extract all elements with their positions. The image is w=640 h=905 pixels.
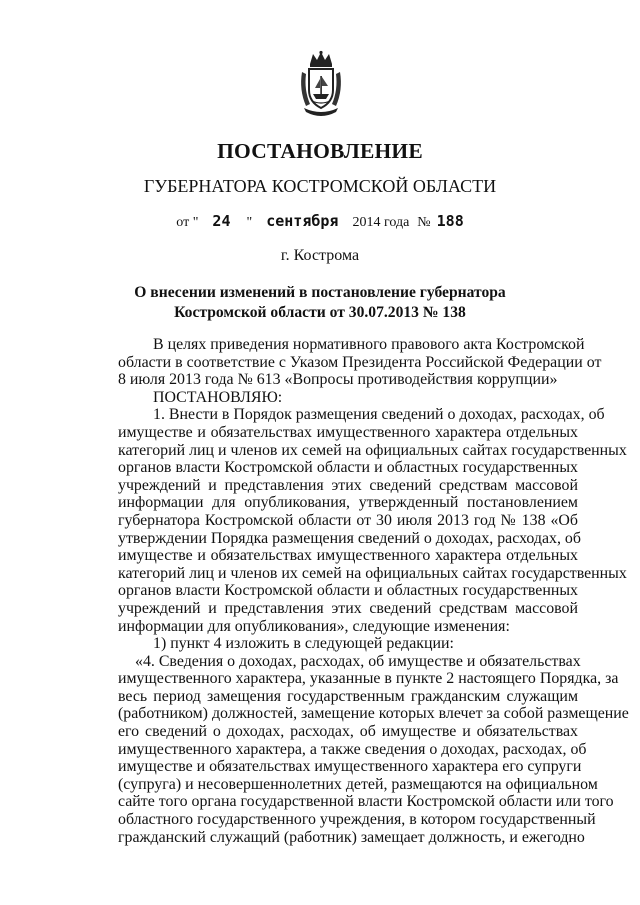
body-line: областного государственного учреждения, в котором государственный xyxy=(118,811,596,829)
body-line: В целях приведения нормативного правового акта Костромской xyxy=(153,336,585,353)
body-line: 8 июля 2013 года № 613 «Вопросы противодействия коррупции» xyxy=(118,371,558,389)
body-line: (супруга) и несовершеннолетних детей, размещаются на официальном xyxy=(118,775,598,793)
body-line: учреждений и представления этих сведений средствам массовой xyxy=(118,476,578,494)
body-line: губернатора Костромской области от 30 июля 2013 год № 138 «Об xyxy=(118,511,578,529)
body-line: категорий лиц и членов их семей на официальных сайтах государственных xyxy=(118,564,627,582)
body-line: ПОСТАНОВЛЯЮ: xyxy=(153,388,283,406)
body-line: имуществе и обязательствах имущественного характера отдельных xyxy=(118,423,578,441)
body-line: информации для опубликования», следующие изменения: xyxy=(118,617,510,635)
subject-line: Костромской области от 30.07.2013 № 138 xyxy=(174,304,466,321)
date-day: 24 xyxy=(212,212,231,230)
body-line: (работником) должностей, замещение которых влечет за собой размещение xyxy=(118,705,629,723)
body-line: сайте того органа государственной власти Костромской области или того xyxy=(118,793,614,811)
body-line: «4. Сведения о доходах, расходах, об имуществе и обязательствах xyxy=(135,652,581,670)
body-line: имущественного характера, указанные в пункте 2 настоящего Порядка, за xyxy=(118,670,619,688)
issuing-city: г. Кострома xyxy=(280,247,360,264)
body-line: учреждений и представления этих сведений средствам массовой xyxy=(118,599,578,617)
body-line: области в соответствие с Указом Президента Российской Федерации от xyxy=(118,353,602,371)
document-body xyxy=(118,336,629,846)
date-prefix: от " xyxy=(176,215,199,230)
document-subject xyxy=(0,283,640,323)
date-year: 2014 года xyxy=(352,215,410,230)
body-line: 1) пункт 4 изложить в следующей редакции: xyxy=(153,635,454,653)
body-line: утверждении Порядка размещения сведений о доходах, расходах, об xyxy=(118,529,581,547)
document-number: 188 xyxy=(436,212,464,230)
document-date-line xyxy=(0,212,640,231)
date-quote: " xyxy=(246,215,253,230)
document-title: ПОСТАНОВЛЕНИЕ xyxy=(217,139,423,163)
body-line: имуществе и обязательствах имущественного характера его супруги xyxy=(118,758,582,776)
body-line: органов власти Костромской области и областных государственных xyxy=(118,459,578,477)
issuing-authority: ГУБЕРНАТОРА КОСТРОМСКОЙ ОБЛАСТИ xyxy=(143,176,497,196)
body-line: гражданский служащий (работник) замещает должность, и ежегодно xyxy=(118,828,585,846)
body-line: его сведений о доходах, расходах, об имуществе и обязательствах xyxy=(118,723,578,741)
coat-of-arms-emblem xyxy=(298,50,344,118)
date-month: сентября xyxy=(266,212,339,230)
body-line: органов власти Костромской области и областных государственных xyxy=(118,582,578,600)
body-line: информации для опубликования, утвержденный постановлением xyxy=(118,494,578,512)
body-line: имуществе и обязательствах имущественного характера отдельных xyxy=(118,547,578,565)
body-line: 1. Внести в Порядок размещения сведений о доходах, расходах, об xyxy=(153,406,605,424)
number-sign: № xyxy=(417,215,431,230)
body-line: категорий лиц и членов их семей на официальных сайтах государственных xyxy=(118,441,627,459)
body-line: имущественного характера, а также сведения о доходах, расходах, об xyxy=(118,740,587,758)
body-line: весь период замещения государственным гражданским служащим xyxy=(118,687,578,705)
subject-line: О внесении изменений в постановление губернатора xyxy=(134,284,506,301)
